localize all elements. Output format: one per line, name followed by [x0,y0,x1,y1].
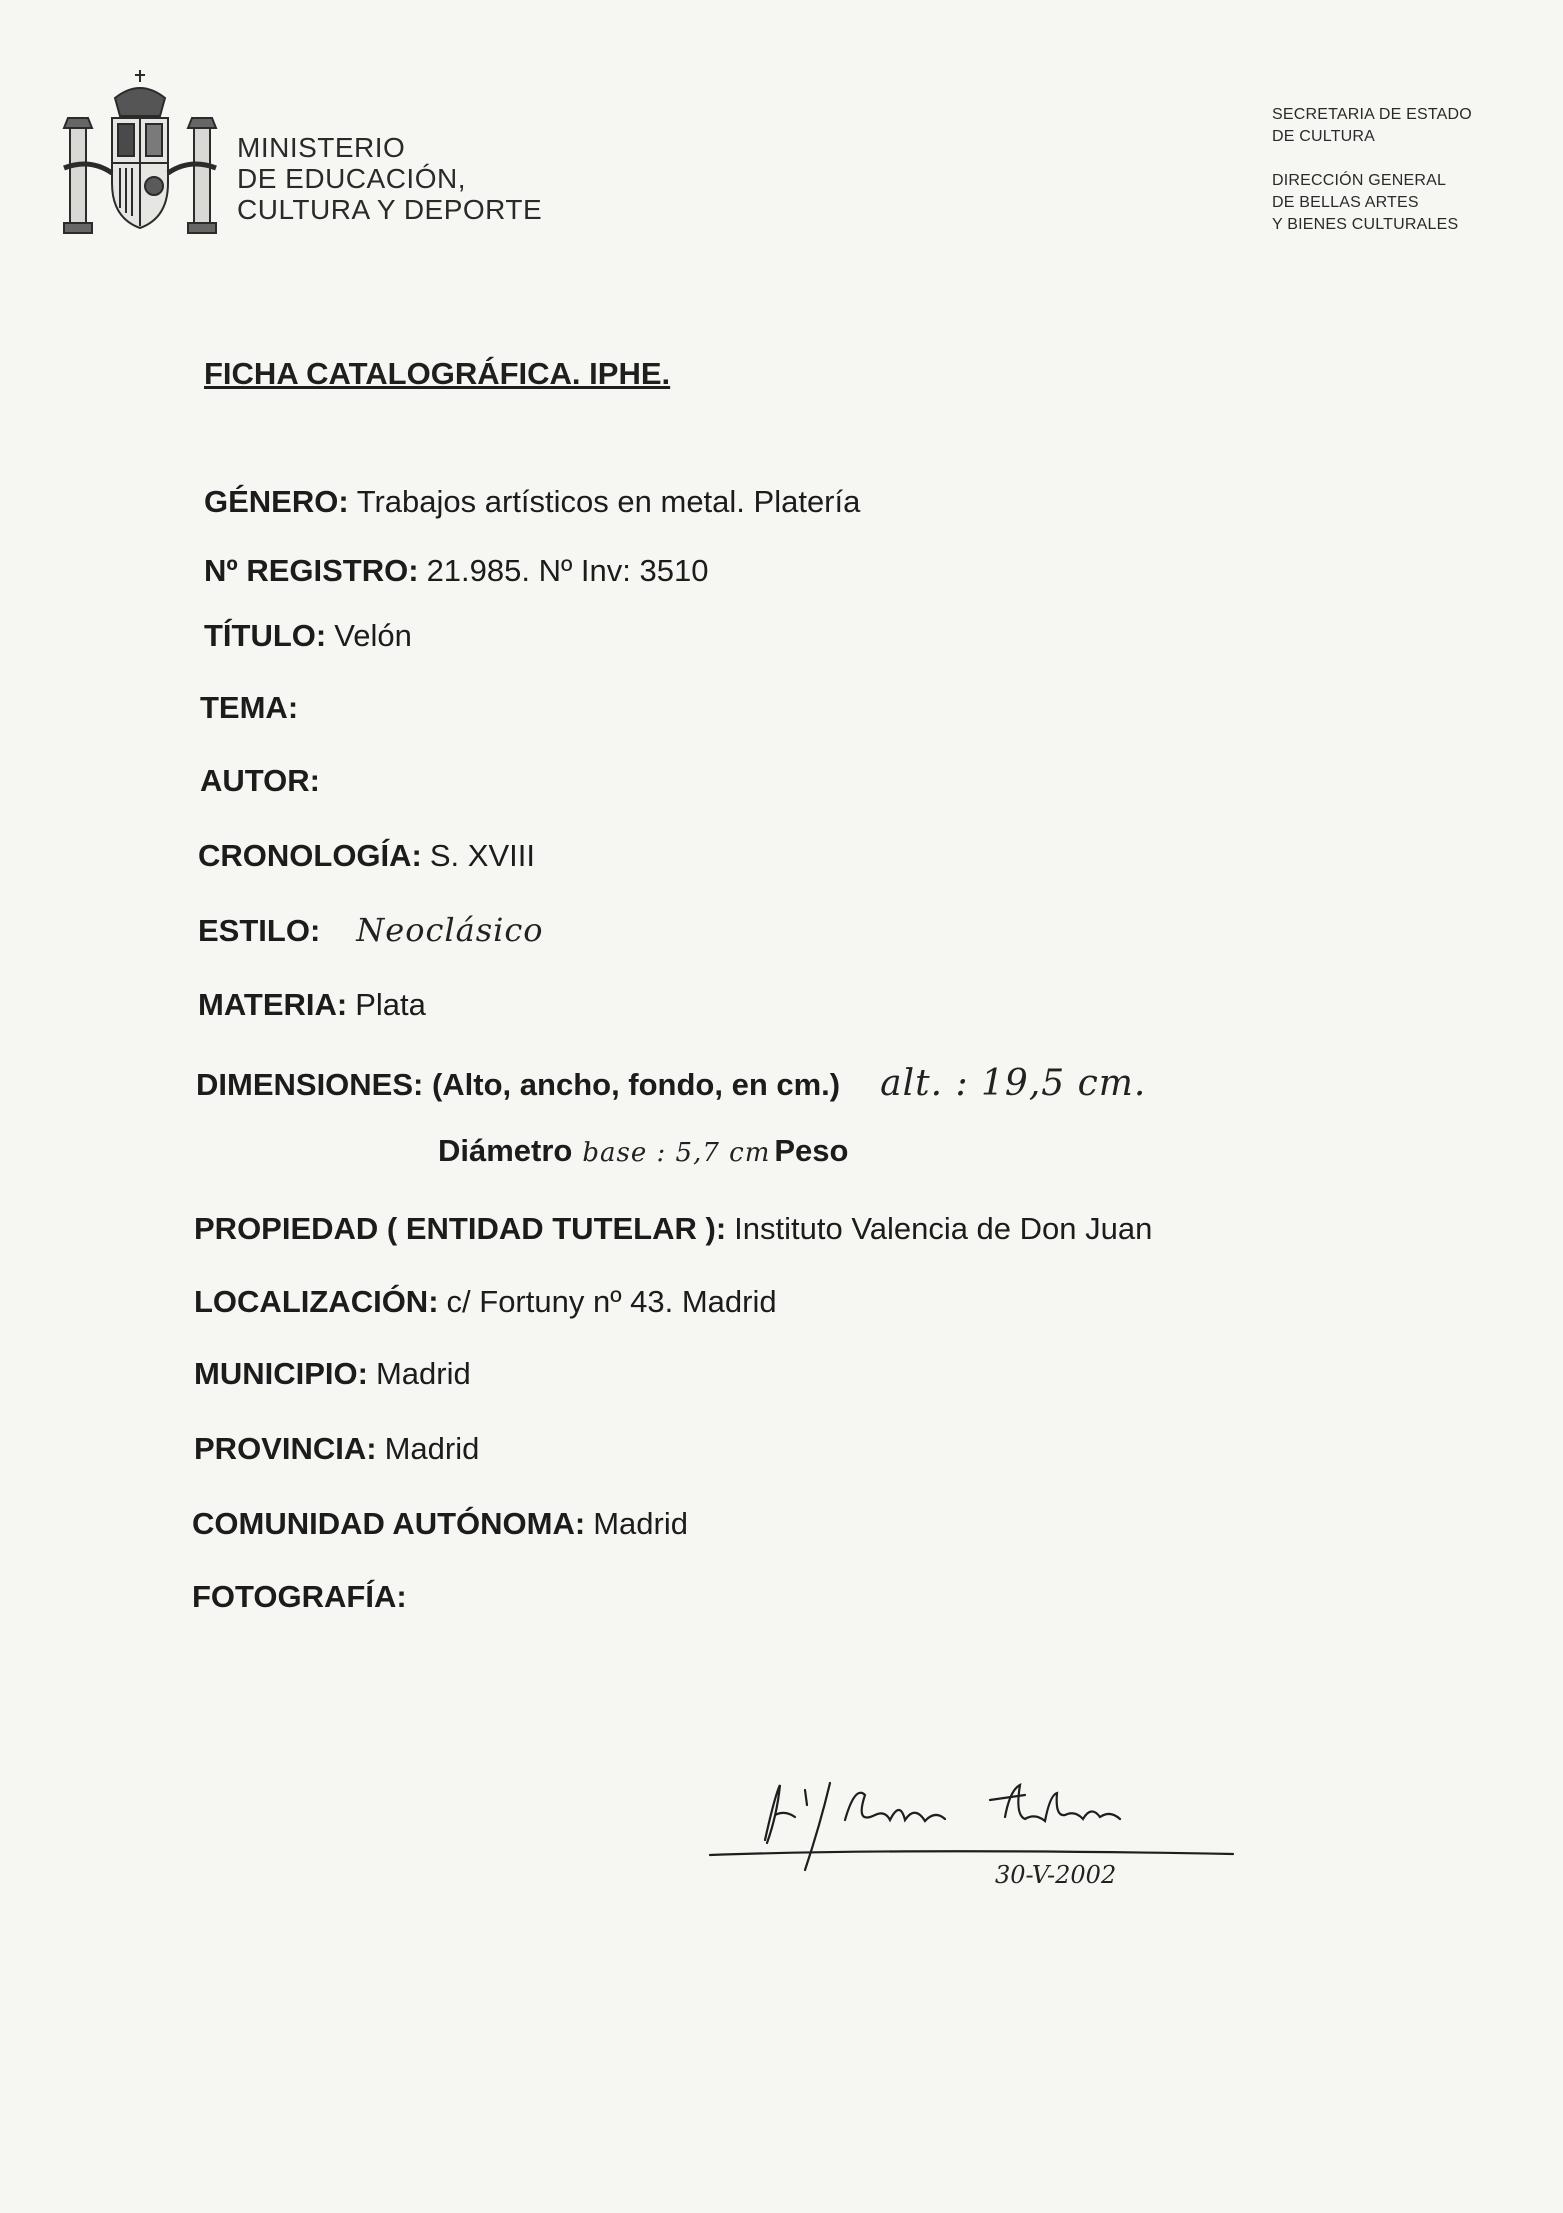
direccion-line: Y BIENES CULTURALES [1272,216,1459,233]
field-label: Nº REGISTRO: [204,553,419,588]
field-dimensiones [196,1063,1146,1104]
ministry-line: MINISTERIO [237,132,406,163]
field-autor [200,763,320,799]
ministry-line: CULTURA Y DEPORTE [237,194,543,225]
field-fotografia [192,1579,407,1615]
field-genero [204,484,860,520]
field-label: FOTOGRAFÍA: [192,1579,407,1614]
field-value: S. XVIII [429,838,535,873]
field-label: ESTILO: [198,913,321,948]
direccion-line: DE BELLAS ARTES [1272,194,1419,211]
field-value: 21.985. Nº Inv: 3510 [426,553,709,588]
field-comunidad [192,1506,688,1542]
field-label: Diámetro [438,1133,573,1168]
secretaria-line: DE CULTURA [1272,128,1376,145]
field-value: Madrid [384,1431,480,1466]
field-label: MUNICIPIO: [194,1356,368,1391]
handwritten-value: alt. : 19,5 cm. [880,1063,1147,1104]
field-propiedad [194,1211,1152,1247]
signature-date: 30-V-2002 [995,1861,1117,1885]
field-municipio [194,1356,471,1392]
field-label: PROVINCIA: [194,1431,377,1466]
field-value: Madrid [375,1356,471,1391]
field-value: Velón [334,618,412,653]
field-label: PROPIEDAD ( ENTIDAD TUTELAR ): [194,1211,727,1246]
field-value: Plata [355,987,426,1022]
ministry-line: DE EDUCACIÓN, [237,163,466,194]
field-tema [200,690,298,726]
field-label: TEMA: [200,690,299,725]
direccion-line: DIRECCIÓN GENERAL [1272,172,1447,189]
field-registro [204,553,708,589]
ministry-name [237,132,542,225]
field-label: COMUNIDAD AUTÓNOMA: [192,1506,586,1541]
field-cronologia [198,838,535,874]
handwritten-value: Neoclásico [356,911,544,949]
field-value: Trabajos artísticos en metal. Platería [356,484,861,519]
field-localizacion [194,1284,777,1320]
field-value: Instituto Valencia de Don Juan [734,1211,1153,1246]
field-label: GÉNERO: [204,484,349,519]
field-value: Madrid [593,1506,688,1541]
field-value: c/ Fortuny nº 43. Madrid [446,1284,777,1319]
field-provincia [194,1431,479,1467]
field-label: Peso [774,1133,849,1168]
field-label: MATERIA: [198,987,348,1022]
department-block [1272,104,1472,236]
field-label: CRONOLOGÍA: [198,838,422,873]
handwritten-signature [705,1755,1245,1885]
royal-coat-of-arms-icon [60,68,220,243]
field-label: DIMENSIONES: (Alto, ancho, fondo, en cm.) [196,1067,841,1102]
field-label: AUTOR: [200,763,320,798]
page-title: FICHA CATALOGRÁFICA. IPHE. [204,356,671,391]
field-label: LOCALIZACIÓN: [194,1284,439,1319]
handwritten-value: base : 5,7 cm [582,1138,771,1168]
field-materia [198,987,426,1023]
field-diametro [438,1133,848,1169]
secretaria-line: SECRETARIA DE ESTADO [1272,106,1472,123]
field-estilo [198,911,544,949]
field-titulo [204,618,412,654]
field-label: TÍTULO: [204,618,327,653]
